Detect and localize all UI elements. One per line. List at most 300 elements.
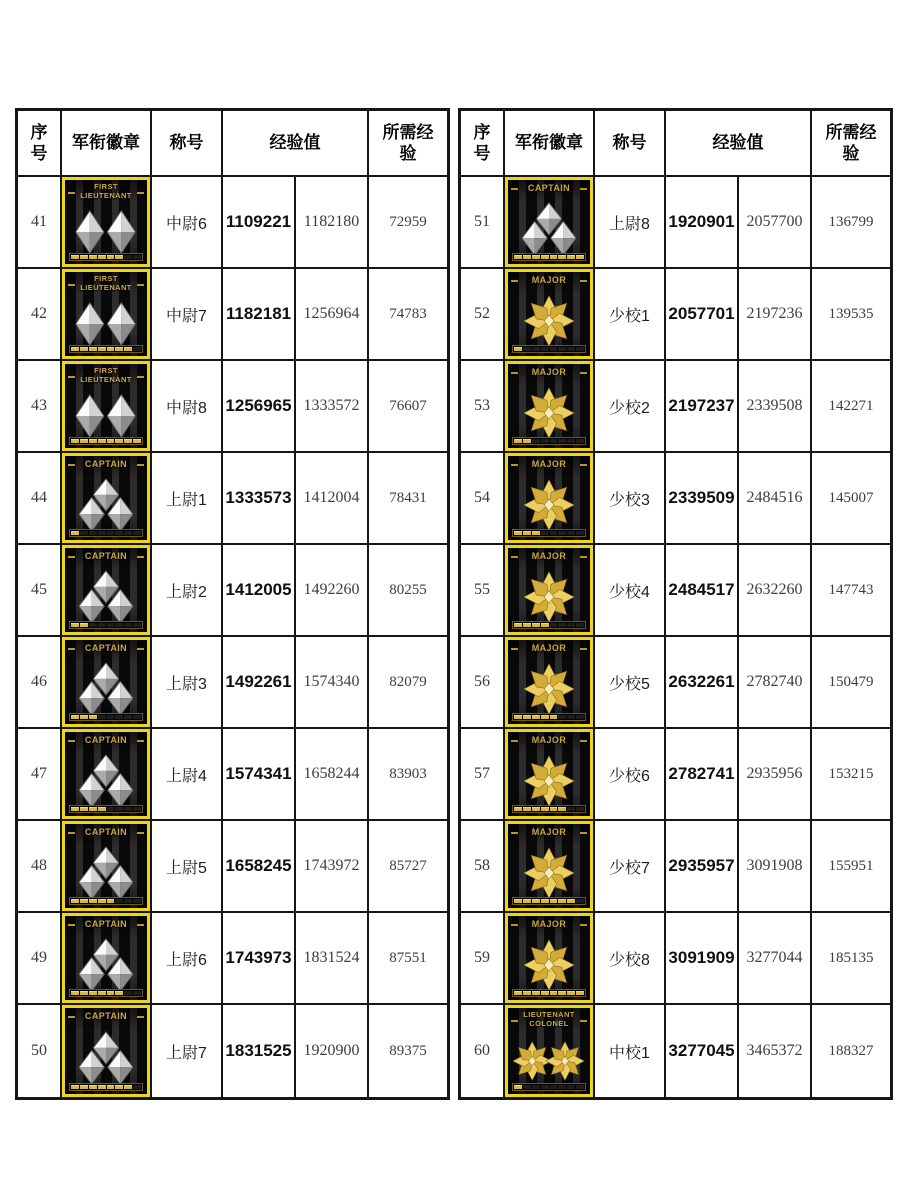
- badge-title-line: CAPTAIN: [84, 551, 128, 561]
- progress-segment: [124, 715, 132, 719]
- rank-title: 少校1: [595, 269, 666, 361]
- badge-dash-left-icon: [511, 1020, 518, 1022]
- rank-title: 上尉7: [152, 1005, 223, 1097]
- progress-segment: [541, 807, 549, 811]
- badge-dash-left-icon: [68, 464, 75, 466]
- badge-title-line: CAPTAIN: [84, 827, 128, 837]
- xp-end: 1412004: [296, 453, 369, 545]
- progress-segment: [576, 255, 584, 259]
- badge-title-line: COLONEL: [529, 1018, 569, 1028]
- progress-segment: [541, 255, 549, 259]
- row-index: 45: [18, 545, 62, 637]
- progress-segment: [133, 531, 141, 535]
- xp-start: 3091909: [666, 913, 739, 1005]
- progress-segment: [89, 347, 97, 351]
- header-cell-required: 所需经验: [812, 111, 890, 177]
- badge-title-line: LIEUTENANT: [80, 374, 132, 384]
- badge-title-line: CAPTAIN: [84, 459, 128, 469]
- progress-segment: [89, 807, 97, 811]
- badge-title-line: FIRST: [94, 366, 118, 375]
- progress-segment: [558, 899, 566, 903]
- row-index: 56: [461, 637, 505, 729]
- xp-end: 3277044: [739, 913, 812, 1005]
- badge-title: [65, 735, 147, 745]
- rank-title: 上尉3: [152, 637, 223, 729]
- progress-segment: [71, 531, 79, 535]
- badge-dash-left-icon: [511, 188, 518, 190]
- xp-start: 1574341: [223, 729, 296, 821]
- progress-segment: [576, 623, 584, 627]
- xp-end: 1658244: [296, 729, 369, 821]
- rank-badge-cell: [505, 913, 595, 1005]
- required-xp: 150479: [812, 637, 890, 729]
- progress-segment: [80, 255, 88, 259]
- badge-title: [65, 275, 147, 292]
- badge-dash-left-icon: [68, 192, 75, 194]
- required-xp: 89375: [389, 1042, 427, 1059]
- progress-segment: [532, 623, 540, 627]
- badge-dash-right-icon: [580, 464, 587, 466]
- captain-rank-badge: [62, 637, 150, 727]
- xp-end: 1920900: [296, 1005, 369, 1097]
- badge-progress-bar: [69, 805, 143, 813]
- row-index: 47: [18, 729, 62, 821]
- badge-title: [65, 827, 147, 837]
- progress-segment: [133, 807, 141, 811]
- progress-segment: [567, 531, 575, 535]
- progress-segment: [514, 899, 522, 903]
- rank-badge-cell: [505, 453, 595, 545]
- badge-dash-left-icon: [68, 648, 75, 650]
- progress-segment: [558, 807, 566, 811]
- badge-dash-right-icon: [137, 464, 144, 466]
- progress-segment: [71, 1085, 79, 1089]
- badge-dash-left-icon: [68, 376, 75, 378]
- badge-title: [65, 459, 147, 469]
- badge-dash-right-icon: [137, 740, 144, 742]
- badge-progress-bar: [69, 345, 143, 353]
- rank-badge-cell: [505, 1005, 595, 1097]
- progress-segment: [523, 1085, 531, 1089]
- badge-title: [508, 183, 590, 193]
- captain-rank-badge: [62, 821, 150, 911]
- required-xp: 153215: [812, 729, 890, 821]
- rank-title: 上尉1: [152, 453, 223, 545]
- rank-badge-cell: [505, 637, 595, 729]
- badge-progress-bar: [512, 253, 586, 261]
- progress-segment: [567, 1085, 575, 1089]
- captain-rank-badge: [505, 177, 593, 267]
- progress-segment: [550, 531, 558, 535]
- row-index: 54: [461, 453, 505, 545]
- progress-segment: [532, 439, 540, 443]
- badge-dash-right-icon: [137, 648, 144, 650]
- xp-end: 2935956: [739, 729, 812, 821]
- progress-segment: [567, 623, 575, 627]
- progress-segment: [532, 899, 540, 903]
- progress-segment: [558, 623, 566, 627]
- captain-rank-badge: [62, 729, 150, 819]
- xp-start: 2339509: [666, 453, 739, 545]
- progress-segment: [124, 623, 132, 627]
- badge-dash-right-icon: [137, 376, 144, 378]
- progress-segment: [107, 899, 115, 903]
- progress-segment: [89, 255, 97, 259]
- badge-title-line: LIEUTENANT: [80, 190, 132, 200]
- progress-segment: [115, 991, 123, 995]
- rank-title: 上尉5: [152, 821, 223, 913]
- badge-title: [508, 367, 590, 377]
- rank-table-left: [15, 108, 450, 1100]
- lieutenant-colonel-rank-badge: [505, 1005, 593, 1097]
- captain-rank-badge: [62, 913, 150, 1003]
- progress-segment: [558, 255, 566, 259]
- progress-segment: [567, 807, 575, 811]
- progress-segment: [124, 991, 132, 995]
- xp-start: 1182181: [223, 269, 296, 361]
- required-xp: 76607: [369, 361, 447, 453]
- xp-start: 2197237: [666, 361, 739, 453]
- progress-segment: [558, 531, 566, 535]
- badge-dash-right-icon: [137, 832, 144, 834]
- progress-segment: [567, 347, 575, 351]
- xp-start: 2632261: [666, 637, 739, 729]
- header-cell-index: 序号: [18, 111, 62, 177]
- progress-segment: [558, 439, 566, 443]
- progress-segment: [576, 807, 584, 811]
- badge-title: [65, 367, 147, 384]
- badge-title: [508, 459, 590, 469]
- progress-segment: [514, 807, 522, 811]
- progress-segment: [558, 715, 566, 719]
- rank-title: 少校4: [595, 545, 666, 637]
- badge-title: [508, 275, 590, 285]
- major-rank-badge: [505, 729, 593, 819]
- progress-segment: [115, 255, 123, 259]
- progress-segment: [107, 347, 115, 351]
- badge-progress-bar: [69, 1083, 143, 1091]
- badge-title: [508, 551, 590, 561]
- badge-progress-bar: [69, 713, 143, 721]
- badge-progress-bar: [69, 437, 143, 445]
- progress-segment: [550, 623, 558, 627]
- badge-title: [65, 919, 147, 929]
- badge-dash-right-icon: [580, 832, 587, 834]
- row-index: 58: [461, 821, 505, 913]
- header-cell-title: 称号: [152, 111, 223, 177]
- progress-segment: [576, 991, 584, 995]
- progress-segment: [541, 899, 549, 903]
- progress-segment: [576, 439, 584, 443]
- badge-title-line: MAJOR: [531, 275, 567, 285]
- badge-title-line: FIRST: [94, 182, 118, 191]
- badge-progress-bar: [512, 437, 586, 445]
- progress-segment: [71, 899, 79, 903]
- required-xp: 147743: [812, 545, 890, 637]
- badge-title-line: CAPTAIN: [84, 643, 128, 653]
- required-xp: 80255: [369, 545, 447, 637]
- captain-rank-badge: [62, 545, 150, 635]
- badge-title: [65, 643, 147, 653]
- progress-segment: [107, 623, 115, 627]
- row-index: 42: [18, 269, 62, 361]
- progress-segment: [576, 531, 584, 535]
- progress-segment: [71, 623, 79, 627]
- required-xp: 78431: [369, 453, 447, 545]
- progress-segment: [541, 1085, 549, 1089]
- badge-dash-left-icon: [511, 648, 518, 650]
- progress-segment: [80, 991, 88, 995]
- progress-segment: [532, 991, 540, 995]
- progress-segment: [71, 715, 79, 719]
- badge-title-line: MAJOR: [531, 735, 567, 745]
- progress-segment: [115, 347, 123, 351]
- badge-dash-right-icon: [580, 372, 587, 374]
- rank-title: 上尉8: [595, 177, 666, 269]
- rank-badge-cell: [505, 177, 595, 269]
- xp-end: 1182180: [296, 177, 369, 269]
- progress-segment: [133, 899, 141, 903]
- badge-progress-bar: [512, 897, 586, 905]
- xp-end: 1492260: [296, 545, 369, 637]
- progress-segment: [89, 531, 97, 535]
- progress-segment: [80, 1085, 88, 1089]
- progress-segment: [523, 991, 531, 995]
- rank-badge-cell: [62, 821, 152, 913]
- badge-title: [508, 919, 590, 929]
- major-rank-badge: [505, 545, 593, 635]
- xp-start: 1492261: [223, 637, 296, 729]
- required-xp: 83903: [369, 729, 447, 821]
- progress-segment: [567, 439, 575, 443]
- progress-segment: [523, 623, 531, 627]
- badge-title-line: MAJOR: [531, 367, 567, 377]
- progress-segment: [514, 623, 522, 627]
- badge-progress-bar: [512, 805, 586, 813]
- badge-title-line: CAPTAIN: [84, 919, 128, 929]
- xp-end: 1256964: [296, 269, 369, 361]
- progress-segment: [550, 899, 558, 903]
- required-xp: 74783: [369, 269, 447, 361]
- required-xp: 87551: [369, 913, 447, 1005]
- badge-dash-left-icon: [511, 924, 518, 926]
- progress-segment: [514, 715, 522, 719]
- progress-segment: [541, 623, 549, 627]
- progress-segment: [567, 255, 575, 259]
- progress-segment: [133, 1085, 141, 1089]
- progress-segment: [541, 715, 549, 719]
- progress-segment: [98, 531, 106, 535]
- major-rank-badge: [505, 821, 593, 911]
- rank-badge-cell: [505, 821, 595, 913]
- progress-segment: [80, 531, 88, 535]
- xp-start: 1109221: [223, 177, 296, 269]
- progress-segment: [98, 255, 106, 259]
- badge-dash-right-icon: [580, 740, 587, 742]
- xp-start: 2782741: [666, 729, 739, 821]
- progress-segment: [567, 899, 575, 903]
- header-cell-badge: 军衔徽章: [62, 111, 152, 177]
- row-index: 43: [18, 361, 62, 453]
- progress-segment: [514, 439, 522, 443]
- badge-dash-right-icon: [137, 192, 144, 194]
- row-index: 51: [461, 177, 505, 269]
- badge-progress-bar: [69, 253, 143, 261]
- progress-segment: [98, 623, 106, 627]
- rank-badge-cell: [62, 177, 152, 269]
- progress-segment: [115, 439, 123, 443]
- badge-progress-bar: [512, 1083, 586, 1091]
- badge-title-line: CAPTAIN: [84, 1011, 128, 1021]
- progress-segment: [115, 807, 123, 811]
- progress-segment: [89, 715, 97, 719]
- required-xp: 142271: [812, 361, 890, 453]
- header-cell-xp: 经验值: [223, 111, 369, 177]
- progress-segment: [550, 347, 558, 351]
- major-rank-badge: [505, 637, 593, 727]
- progress-segment: [523, 715, 531, 719]
- progress-segment: [98, 991, 106, 995]
- badge-dash-left-icon: [511, 832, 518, 834]
- badge-title-line: MAJOR: [531, 919, 567, 929]
- progress-segment: [71, 255, 79, 259]
- progress-segment: [532, 807, 540, 811]
- badge-title: [508, 827, 590, 837]
- progress-segment: [89, 899, 97, 903]
- badge-title-line: MAJOR: [531, 827, 567, 837]
- badge-dash-left-icon: [68, 740, 75, 742]
- progress-segment: [107, 807, 115, 811]
- progress-segment: [107, 1085, 115, 1089]
- row-index: 49: [18, 913, 62, 1005]
- progress-segment: [567, 715, 575, 719]
- progress-segment: [71, 991, 79, 995]
- row-index: 52: [461, 269, 505, 361]
- xp-start: 1743973: [223, 913, 296, 1005]
- badge-title-line: MAJOR: [531, 643, 567, 653]
- progress-segment: [550, 255, 558, 259]
- progress-segment: [576, 1085, 584, 1089]
- row-index: 48: [18, 821, 62, 913]
- row-index: 46: [18, 637, 62, 729]
- badge-dash-left-icon: [511, 464, 518, 466]
- badge-dash-right-icon: [580, 188, 587, 190]
- progress-segment: [133, 623, 141, 627]
- rank-title: 中校1: [595, 1005, 666, 1097]
- progress-segment: [107, 255, 115, 259]
- progress-segment: [107, 439, 115, 443]
- rank-badge-cell: [62, 545, 152, 637]
- badge-progress-bar: [69, 989, 143, 997]
- badge-progress-bar: [69, 621, 143, 629]
- required-xp: 188327: [828, 1042, 874, 1059]
- xp-end: 1743972: [296, 821, 369, 913]
- progress-segment: [532, 1085, 540, 1089]
- header-cell-required: 所需经验: [369, 111, 447, 177]
- captain-rank-badge: [62, 453, 150, 543]
- progress-segment: [550, 991, 558, 995]
- progress-segment: [124, 347, 132, 351]
- progress-segment: [550, 807, 558, 811]
- progress-segment: [558, 347, 566, 351]
- badge-title: [508, 643, 590, 653]
- rank-title: 上尉4: [152, 729, 223, 821]
- rank-title: 上尉6: [152, 913, 223, 1005]
- badge-title-line: LIEUTENANT: [80, 282, 132, 292]
- progress-segment: [558, 991, 566, 995]
- badge-progress-bar: [512, 345, 586, 353]
- progress-segment: [98, 1085, 106, 1089]
- badge-dash-left-icon: [511, 556, 518, 558]
- rank-title: 少校3: [595, 453, 666, 545]
- header-cell-index: 序号: [461, 111, 505, 177]
- badge-dash-left-icon: [511, 740, 518, 742]
- badge-progress-bar: [512, 529, 586, 537]
- rank-title: 少校6: [595, 729, 666, 821]
- rank-title: 少校7: [595, 821, 666, 913]
- progress-segment: [124, 899, 132, 903]
- rank-badge-cell: [505, 269, 595, 361]
- xp-end: 2057700: [739, 177, 812, 269]
- progress-segment: [71, 439, 79, 443]
- rank-title: 少校2: [595, 361, 666, 453]
- progress-segment: [80, 899, 88, 903]
- row-index: 57: [461, 729, 505, 821]
- badge-title: [65, 183, 147, 200]
- badge-dash-left-icon: [511, 372, 518, 374]
- row-index: 50: [18, 1005, 62, 1097]
- progress-segment: [550, 715, 558, 719]
- xp-start: 1831525: [223, 1005, 296, 1097]
- row-index: 59: [461, 913, 505, 1005]
- badge-title: [508, 735, 590, 745]
- progress-segment: [71, 807, 79, 811]
- progress-segment: [124, 1085, 132, 1089]
- badge-progress-bar: [512, 989, 586, 997]
- major-rank-badge: [505, 913, 593, 1003]
- required-xp: 85727: [369, 821, 447, 913]
- rank-badge-cell: [62, 729, 152, 821]
- progress-segment: [558, 1085, 566, 1089]
- progress-segment: [115, 899, 123, 903]
- rank-badge-cell: [62, 637, 152, 729]
- badge-title-line: FIRST: [94, 274, 118, 283]
- required-xp: 145007: [812, 453, 890, 545]
- progress-segment: [124, 531, 132, 535]
- header-cell-title: 称号: [595, 111, 666, 177]
- header-cell-xp: 经验值: [666, 111, 812, 177]
- rank-badge-cell: [505, 545, 595, 637]
- xp-start: 2935957: [666, 821, 739, 913]
- xp-end: 3091908: [739, 821, 812, 913]
- xp-start: 1658245: [223, 821, 296, 913]
- badge-dash-left-icon: [68, 832, 75, 834]
- row-index: 53: [461, 361, 505, 453]
- rank-badge-cell: [505, 729, 595, 821]
- xp-end: 2339508: [739, 361, 812, 453]
- progress-segment: [80, 715, 88, 719]
- badge-progress-bar: [512, 621, 586, 629]
- major-rank-badge: [505, 453, 593, 543]
- progress-segment: [107, 531, 115, 535]
- rank-badge-cell: [62, 1005, 152, 1097]
- progress-segment: [514, 1085, 522, 1089]
- progress-segment: [550, 439, 558, 443]
- required-xp: 82079: [369, 637, 447, 729]
- badge-dash-right-icon: [137, 924, 144, 926]
- progress-segment: [523, 255, 531, 259]
- rank-title: 少校8: [595, 913, 666, 1005]
